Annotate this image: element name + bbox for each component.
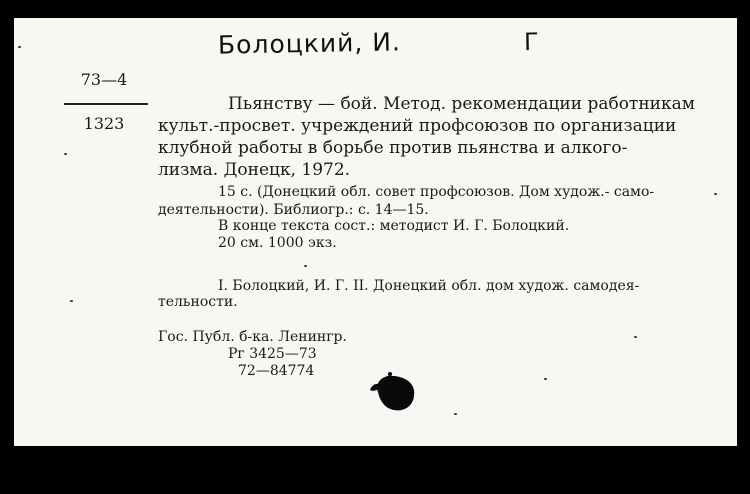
scan-speck — [454, 413, 457, 415]
scan-speck — [304, 265, 307, 267]
tracing-line: I. Болоцкий, И. Г. II. Донецкий обл. дом худож. самодея- — [218, 278, 640, 294]
scan-speck — [64, 153, 67, 155]
handwritten-author: Болоцкий, И. — [217, 27, 402, 60]
tracing-line: тельности. — [158, 294, 238, 310]
catalog-card — [14, 18, 737, 446]
entry-note-line: В конце текста сост.: методист И. Г. Болоцкий. — [218, 218, 570, 234]
scan-speck — [18, 46, 21, 48]
handwritten-letter: Г — [523, 27, 540, 57]
entry-text-line: клубной работы в борьбе против пьянства и алкого- — [158, 138, 628, 158]
shelfmark-bottom: 1323 — [83, 114, 125, 133]
holding-code: Рг 3425—73 — [228, 346, 317, 362]
entry-size-line: 20 см. 1000 экз. — [218, 235, 337, 251]
shelfmark-divider — [64, 103, 148, 105]
entry-title-line: Пьянству — бой. Метод. рекомендации работникам — [228, 94, 695, 114]
entry-series-line: деятельности). Библиогр.: с. 14—15. — [158, 202, 429, 218]
scan-speck — [714, 193, 717, 195]
shelfmark-top: 73—4 — [80, 70, 128, 89]
entry-imprint-line: лизма. Донецк, 1972. — [158, 160, 351, 180]
holding-code: 72—84774 — [238, 363, 315, 379]
entry-collation-line: 15 с. (Донецкий обл. совет профсоюзов. Дом худож.- само- — [218, 184, 655, 200]
scan-speck — [70, 300, 73, 302]
scan-speck — [634, 336, 637, 338]
scan-speck — [544, 378, 547, 380]
ink-blot — [364, 366, 424, 418]
holding-library: Гос. Публ. б-ка. Ленингр. — [158, 329, 347, 345]
entry-text-line: культ.-просвет. учреждений профсоюзов по организации — [158, 116, 677, 136]
